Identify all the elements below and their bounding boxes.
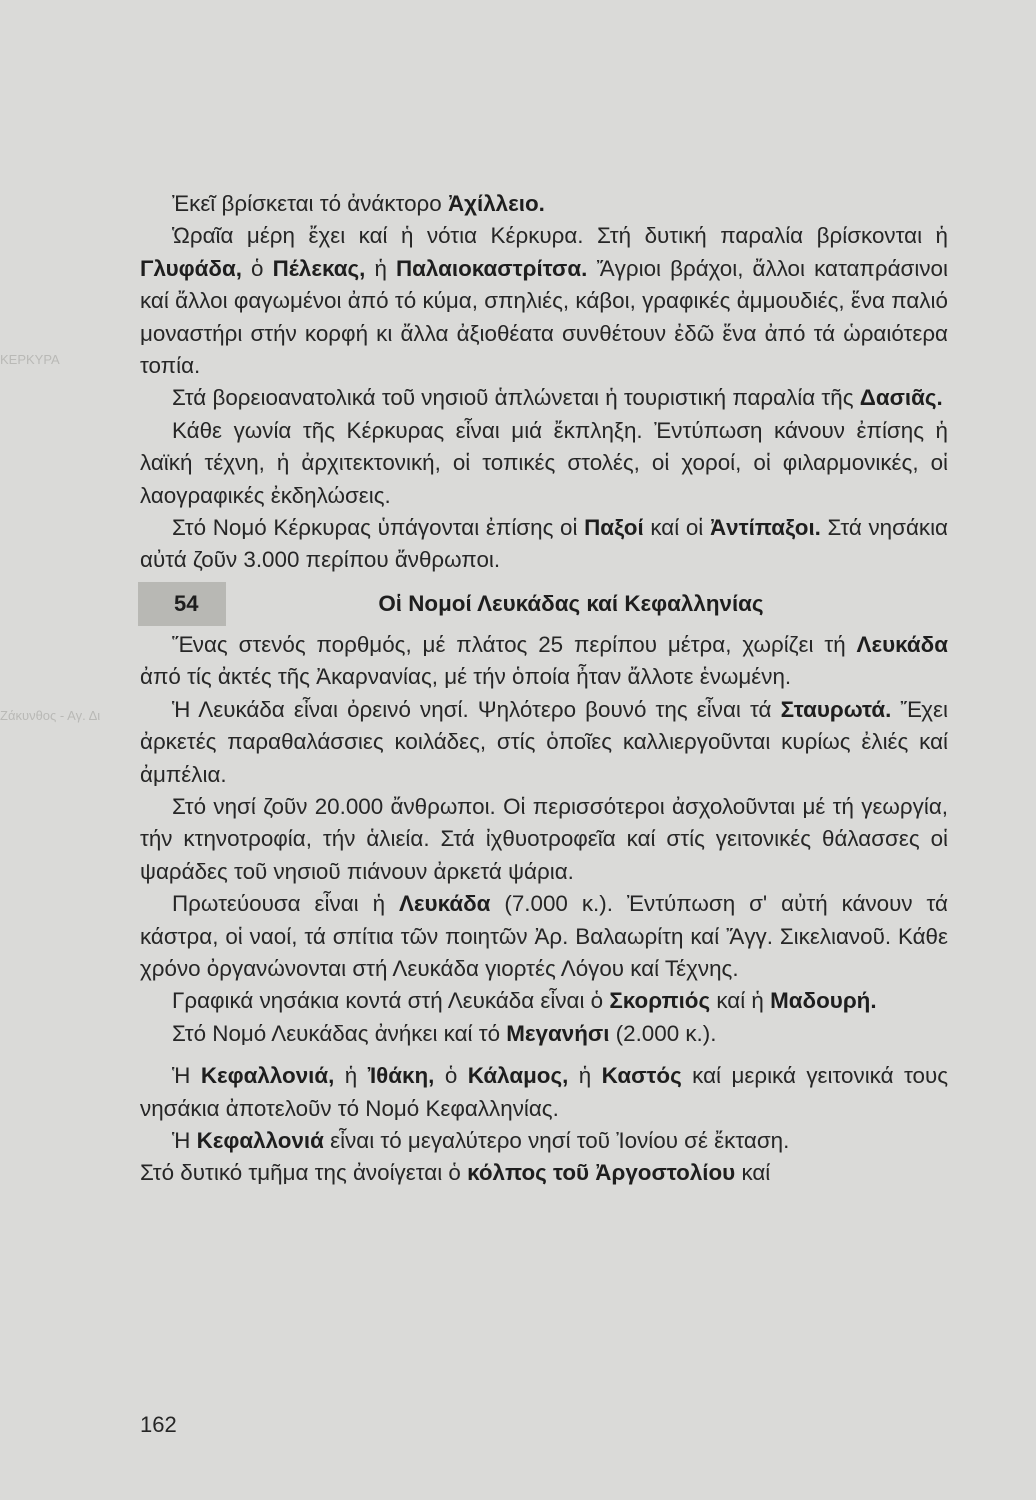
text-run: Ἡ Λευκάδα εἶναι ὀρεινό νησί. Ψηλότερο βουνό της εἶναι τά	[172, 696, 781, 722]
bold-term: Κεφαλλονιά	[196, 1127, 324, 1153]
bold-term: Σταυρωτά.	[780, 696, 892, 722]
text-run: Στά νησάκια αὐτά ζοῦν 3.000 περίπου ἄνθρωποι.	[140, 515, 948, 573]
bold-term: Δασιᾶς.	[859, 385, 943, 411]
text-run: Ἄγριοι βράχοι, ἄλλοι καταπράσινοι καί ἄλλοι φαγωμένοι ἀπό τό κύμα, σπηλιές, κάβοι, γραφικές ἀμμουδιές, ἕνα παλιό μοναστήρι στήν κορφή κι ἄλλα ἀξιοθέατα συνθέτουν ἐδῶ ἕνα ἀπό τά ὡραιότερα τοπία.	[140, 255, 948, 379]
bold-term: Ἀντίπαξοι.	[709, 515, 821, 541]
bold-term: Γλυφάδα,	[140, 255, 242, 281]
bold-term: Σκορπιός	[609, 988, 711, 1014]
text-run: ἡ	[568, 1063, 602, 1089]
paragraph	[140, 188, 948, 220]
bold-term: κόλπος τοῦ Ἀργοστολίου	[467, 1160, 736, 1186]
text-run: Στό Νομό Κέρκυρας ὑπάγονται ἐπίσης οἱ	[172, 515, 585, 541]
text-run: καί οἱ	[643, 515, 710, 541]
lefkada-paragraphs	[140, 629, 948, 1050]
bold-term: Πέλεκας,	[272, 255, 366, 281]
text-run: καί	[735, 1160, 771, 1186]
text-run: Πρωτεύουσα εἶναι ἡ	[172, 891, 399, 917]
paragraph	[140, 220, 948, 382]
text-run: Ὡραῖα μέρη ἔχει καί ἡ νότια Κέρκυρα. Στή δυτική παραλία βρίσκονται ἡ	[172, 223, 948, 249]
paragraph	[140, 791, 948, 888]
paragraph	[140, 1157, 948, 1189]
text-run: εἶναι τό μεγαλύτερο νησί τοῦ Ἰονίου σέ ἔκταση.	[323, 1127, 790, 1153]
paragraph	[140, 629, 948, 694]
body-text	[140, 188, 948, 1190]
paragraph-gap	[140, 1050, 948, 1060]
paragraph	[140, 415, 948, 512]
paragraph	[140, 985, 948, 1017]
section-title: Οἱ Νομοί Λευκάδας καί Κεφαλληνίας	[378, 590, 764, 616]
corfu-paragraphs	[140, 188, 948, 577]
kefalonia-paragraphs	[140, 1060, 948, 1190]
text-run: ἀπό τίς ἀκτές τῆς Ἀκαρνανίας, μέ τήν ὁποία ἦταν ἄλλοτε ἑνωμένη.	[140, 664, 792, 690]
text-run: ὁ	[241, 255, 273, 281]
text-run: Ἔχει ἀρκετές παραθαλάσσιες κοιλάδες, στίς ὁποῖες καλλιεργοῦνται κυρίως ἐλιές καί ἀμπέλια.	[140, 696, 948, 787]
page-number: 162	[140, 1412, 177, 1437]
text-run: Στό νησί ζοῦν 20.000 ἄνθρωποι. Οἱ περισσότεροι ἀσχολοῦνται μέ τή γεωργία, τήν κτηνοτροφία, τήν ἁλιεία. Στά ἰχθυοτροφεῖα καί στίς γειτονικές θάλασσες οἱ ψαράδες τοῦ νησιοῦ πιάνουν ἀρκετά ψάρια.	[140, 793, 948, 884]
text-run: Γραφικά νησάκια κοντά στή Λευκάδα εἶναι ὁ	[172, 988, 610, 1014]
text-run: Ἡ	[172, 1127, 197, 1153]
bold-term: Παλαιοκαστρίτσα.	[396, 255, 588, 281]
paragraph	[140, 1060, 948, 1125]
section-number: 54	[138, 582, 226, 626]
text-run: Ἡ	[172, 1063, 201, 1089]
paragraph	[140, 382, 948, 414]
paragraph	[140, 512, 948, 577]
paragraph	[140, 888, 948, 985]
text-run: Στό δυτικό τμῆμα της ἀνοίγεται ὁ	[140, 1160, 468, 1186]
text-run: ἡ	[365, 255, 396, 281]
bold-term: Μαδουρή.	[770, 988, 877, 1014]
bleed-through-label-top: ΚΕΡΚΥΡΑ	[0, 352, 60, 367]
bold-term: Μεγανήσι	[506, 1020, 610, 1046]
bold-term: Παξοί	[584, 515, 644, 541]
text-run: ὁ	[434, 1063, 468, 1089]
bold-term: Λευκάδα	[856, 631, 948, 657]
text-run: ἡ	[334, 1063, 368, 1089]
text-run: Ἕνας στενός πορθμός, μέ πλάτος 25 περίπου μέτρα, χωρίζει τή	[172, 631, 857, 657]
text-run: Στό Νομό Λευκάδας ἀνήκει καί τό	[172, 1020, 507, 1046]
text-run: Ἐκεῖ βρίσκεται τό ἀνάκτορο	[172, 191, 448, 216]
text-run: καί μερικά γειτονικά τους νησάκια ἀποτελοῦν τό Νομό Κεφαλληνίας.	[140, 1063, 948, 1121]
paragraph	[140, 1125, 948, 1157]
bold-term: Λευκάδα	[398, 891, 491, 917]
bleed-through-label-side: Ζάκυνθος - Αγ. Δι	[0, 708, 101, 723]
bold-term: Καστός	[601, 1063, 682, 1089]
bold-term: Ἰθάκη,	[367, 1063, 435, 1089]
bold-term: Ἀχίλλειο.	[447, 191, 545, 216]
text-run: Κάθε γωνία τῆς Κέρκυρας εἶναι μιά ἔκπληξη. Ἐντύπωση κάνουν ἐπίσης ἡ λαϊκή τέχνη, ἡ ἀρχιτεκτονική, οἱ τοπικές στολές, οἱ χοροί, οἱ φιλαρμονικές, οἱ λαογραφικές ἐκδηλώσεις.	[140, 417, 948, 508]
bold-term: Κεφαλλονιά,	[200, 1063, 335, 1089]
text-run: καί ἡ	[710, 988, 771, 1014]
text-run: (7.000 κ.). Ἐντύπωση σ' αὐτή κάνουν τά κάστρα, οἱ ναοί, τά σπίτια τῶν ποιητῶν Ἀρ. Βαλαωρίτη καί Ἄγγ. Σικελιανοῦ. Κάθε χρόνο ὀργανώνονται στή Λευκάδα γιορτές Λόγου καί Τέχνης.	[140, 891, 948, 981]
section-heading	[140, 581, 948, 627]
bold-term: Κάλαμος,	[467, 1063, 569, 1089]
paragraph	[140, 1018, 948, 1050]
text-run: (2.000 κ.).	[609, 1020, 717, 1046]
text-run: Στά βορειοανατολικά τοῦ νησιοῦ ἁπλώνεται ἡ τουριστική παραλία τῆς	[172, 385, 860, 411]
paragraph	[140, 694, 948, 791]
